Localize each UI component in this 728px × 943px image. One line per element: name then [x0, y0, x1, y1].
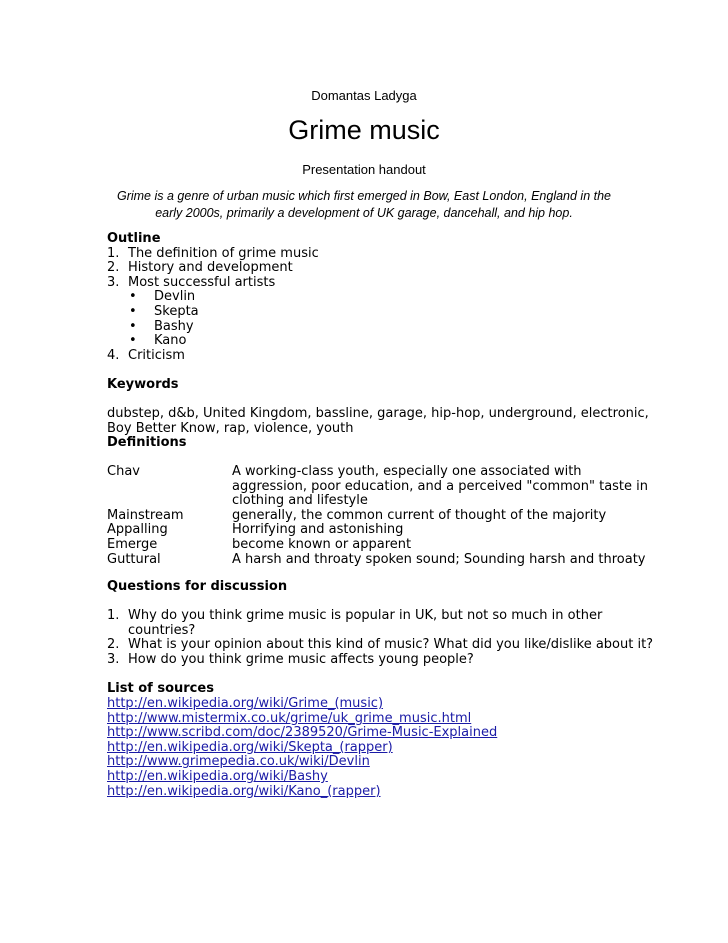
definition-text: A harsh and throaty spoken sound; Sounding harsh and throaty: [232, 551, 646, 567]
definition-row: [107, 509, 648, 524]
artist-item: [107, 290, 319, 305]
outline-item-number: 2.: [107, 260, 120, 276]
keywords-heading: Keywords: [107, 377, 179, 392]
artist-item: [107, 334, 319, 349]
outline-item: [107, 261, 319, 276]
outline-item-text: The definition of grime music: [128, 245, 319, 261]
questions-heading: Questions for discussion: [107, 579, 288, 594]
question-text: Why do you think grime music is popular in UK, but not so much in other countries?: [128, 608, 603, 638]
outline-item: [107, 349, 319, 364]
question-item: [107, 638, 653, 653]
outline-item-number: 1.: [107, 245, 120, 261]
bullet-icon: •: [129, 289, 137, 305]
source-link[interactable]: http://en.wikipedia.org/wiki/Bashy: [107, 768, 328, 784]
definitions-heading: Definitions: [107, 435, 187, 450]
bullet-icon: •: [129, 333, 137, 349]
question-number: 2.: [107, 637, 120, 653]
source-link[interactable]: http://en.wikipedia.org/wiki/Grime_(music): [107, 696, 384, 711]
definition-text: become known or apparent: [232, 536, 412, 552]
source-link[interactable]: http://en.wikipedia.org/wiki/Kano_(rapper): [107, 783, 381, 799]
outline-item: [107, 276, 319, 291]
outline-item-number: 4.: [107, 347, 120, 363]
bullet-icon: •: [129, 318, 137, 334]
definition-term: Emerge: [107, 536, 158, 552]
keywords-list: [107, 407, 649, 436]
keywords-line: Boy Better Know, rap, violence, youth: [107, 420, 354, 436]
artist-name: Bashy: [154, 318, 194, 334]
definition-term: Appalling: [107, 522, 168, 538]
question-item: [107, 609, 653, 638]
source-link[interactable]: http://www.mistermix.co.uk/grime/uk_grime_music.html: [107, 710, 472, 726]
definition-term: Chav: [107, 464, 140, 479]
question-number: 3.: [107, 651, 120, 667]
definition-row: [107, 538, 648, 553]
document-title: Grime music: [288, 115, 440, 145]
outline-item-text: History and development: [128, 260, 293, 276]
document-subtitle: Presentation handout: [302, 162, 426, 177]
definition-text: generally, the common current of thought of the majority: [232, 507, 607, 523]
definition-term: Guttural: [107, 551, 161, 567]
keywords-line: dubstep, d&b, United Kingdom, bassline, garage, hip-hop, underground, electronic,: [107, 406, 649, 421]
definition-term: Mainstream: [107, 507, 184, 523]
question-text: What is your opinion about this kind of music? What did you like/dislike about it?: [128, 637, 654, 653]
artist-name: Kano: [154, 333, 187, 349]
author-name: Domantas Ladyga: [311, 88, 417, 103]
abstract-paragraph: Grime is a genre of urban music which first emerged in Bow, East London, England in the early 2000s, primarily a development of UK garage, dancehall, and hip hop.: [116, 189, 611, 220]
source-link[interactable]: http://www.scribd.com/doc/2389520/Grime-Music-Explained: [107, 725, 498, 741]
outline-item-number: 3.: [107, 274, 120, 290]
definitions-table: [107, 465, 648, 567]
outline-heading: Outline: [107, 231, 161, 246]
artist-item: [107, 320, 319, 335]
sources-heading: List of sources: [107, 681, 214, 696]
sources-list: [107, 697, 497, 799]
outline-item-text: Most successful artists: [128, 274, 276, 290]
artist-name: Skepta: [154, 303, 199, 319]
questions-list: [107, 609, 653, 667]
outline-item: [107, 247, 319, 262]
definition-text: A working-class youth, especially one associated with aggression, poor education, and a perceived "common" taste in clothing and lifestyle: [232, 464, 649, 509]
question-item: [107, 653, 653, 668]
bullet-icon: •: [129, 303, 137, 319]
definition-row: [107, 523, 648, 538]
artist-name: Devlin: [154, 289, 196, 305]
artist-item: [107, 305, 319, 320]
source-link[interactable]: http://www.grimepedia.co.uk/wiki/Devlin: [107, 754, 370, 770]
definition-row: [107, 553, 648, 568]
outline-section: [107, 232, 319, 363]
outline-item-text: Criticism: [128, 347, 185, 363]
question-text: How do you think grime music affects young people?: [128, 651, 474, 667]
definition-row: [107, 465, 648, 509]
question-number: 1.: [107, 608, 120, 623]
definition-text: Horrifying and astonishing: [232, 522, 404, 538]
source-link[interactable]: http://en.wikipedia.org/wiki/Skepta_(rapper): [107, 739, 393, 755]
